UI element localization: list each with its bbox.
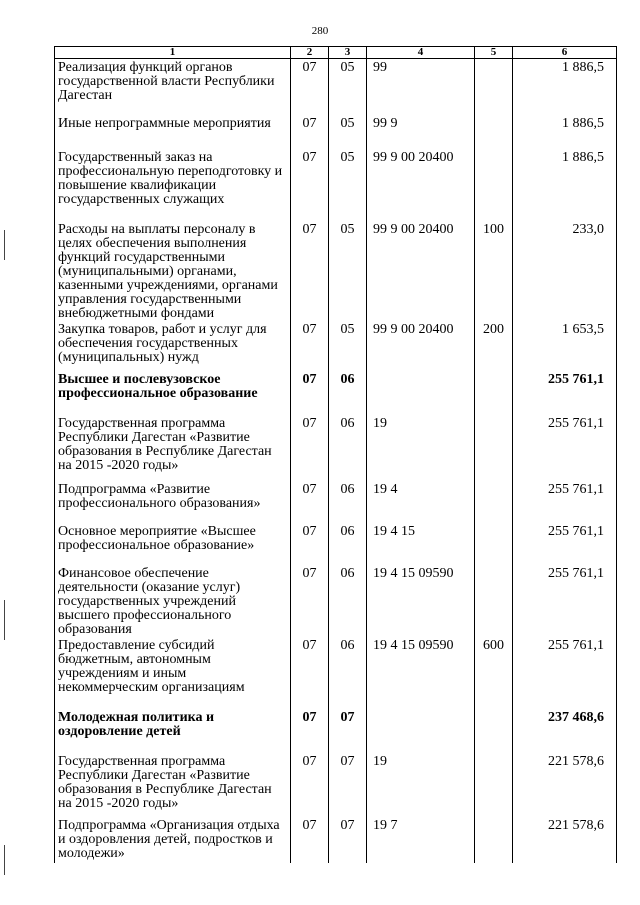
row-expense-type — [475, 565, 513, 637]
row-section: 07 — [291, 565, 329, 637]
table-row — [55, 115, 617, 149]
row-name: Государственный заказ на профессиональную переподготовку и повышение квалификации государственных служащих — [55, 149, 291, 221]
row-target-article: 99 9 00 20400 — [367, 149, 475, 221]
budget-table — [54, 46, 617, 863]
row-name: Молодежная политика и оздоровление детей — [55, 709, 291, 753]
row-subsection: 07 — [329, 817, 367, 863]
table-row — [55, 221, 617, 321]
row-amount: 255 761,1 — [513, 371, 617, 415]
row-expense-type — [475, 415, 513, 481]
row-subsection: 05 — [329, 115, 367, 149]
row-subsection: 05 — [329, 59, 367, 115]
row-expense-type — [475, 371, 513, 415]
row-section: 07 — [291, 817, 329, 863]
row-name: Основное мероприятие «Высшее профессиональное образование» — [55, 523, 291, 565]
row-section: 07 — [291, 221, 329, 321]
row-name: Подпрограмма «Организация отдыха и оздоровления детей, подростков и молодежи» — [55, 817, 291, 863]
row-expense-type — [475, 481, 513, 523]
row-subsection: 06 — [329, 523, 367, 565]
header-col-4: 4 — [367, 47, 475, 59]
table-row — [55, 709, 617, 753]
row-expense-type — [475, 709, 513, 753]
row-section: 07 — [291, 115, 329, 149]
row-expense-type — [475, 149, 513, 221]
table-row — [55, 637, 617, 709]
table-row — [55, 371, 617, 415]
row-target-article: 19 4 15 — [367, 523, 475, 565]
header-col-5: 5 — [475, 47, 513, 59]
header-col-3: 3 — [329, 47, 367, 59]
row-amount: 255 761,1 — [513, 637, 617, 709]
table-row — [55, 59, 617, 115]
row-section: 07 — [291, 149, 329, 221]
row-expense-type: 600 — [475, 637, 513, 709]
header-col-2: 2 — [291, 47, 329, 59]
header-col-1: 1 — [55, 47, 291, 59]
table-row — [55, 481, 617, 523]
row-amount: 221 578,6 — [513, 753, 617, 817]
row-name: Иные непрограммные мероприятия — [55, 115, 291, 149]
row-name: Государственная программа Республики Дагестан «Развитие образования в Республике Дагестан на 2015 -2020 годы» — [55, 753, 291, 817]
row-name: Предоставление субсидий бюджетным, автономным учреждениям и иным некоммерческим организациям — [55, 637, 291, 709]
row-name: Финансовое обеспечение деятельности (оказание услуг) государственных учреждений высшего профессионального образования — [55, 565, 291, 637]
row-subsection: 06 — [329, 415, 367, 481]
table-row — [55, 415, 617, 481]
row-section: 07 — [291, 321, 329, 371]
row-amount: 221 578,6 — [513, 817, 617, 863]
margin-mark — [4, 600, 5, 640]
row-section: 07 — [291, 59, 329, 115]
row-subsection: 06 — [329, 637, 367, 709]
margin-mark — [4, 845, 5, 875]
table-body — [55, 59, 617, 863]
row-target-article: 19 7 — [367, 817, 475, 863]
row-subsection: 05 — [329, 321, 367, 371]
row-section: 07 — [291, 523, 329, 565]
row-amount: 237 468,6 — [513, 709, 617, 753]
row-section: 07 — [291, 415, 329, 481]
row-amount: 1 886,5 — [513, 149, 617, 221]
row-target-article: 99 — [367, 59, 475, 115]
table-row — [55, 523, 617, 565]
row-name: Закупка товаров, работ и услуг для обеспечения государственных (муниципальных) нужд — [55, 321, 291, 371]
row-target-article — [367, 371, 475, 415]
row-target-article: 99 9 00 20400 — [367, 321, 475, 371]
table-row — [55, 753, 617, 817]
table-row — [55, 321, 617, 371]
row-section: 07 — [291, 481, 329, 523]
table-row — [55, 817, 617, 863]
row-subsection: 06 — [329, 481, 367, 523]
row-amount: 255 761,1 — [513, 481, 617, 523]
row-expense-type: 100 — [475, 221, 513, 321]
row-amount: 233,0 — [513, 221, 617, 321]
row-name: Расходы на выплаты персоналу в целях обеспечения выполнения функций государственными (муниципальными) органами, казенными учреждениями, органами управления государственными внебюджетными фондами — [55, 221, 291, 321]
row-expense-type — [475, 753, 513, 817]
row-section: 07 — [291, 371, 329, 415]
row-expense-type — [475, 115, 513, 149]
row-amount: 1 886,5 — [513, 115, 617, 149]
row-name: Реализация функций органов государственной власти Республики Дагестан — [55, 59, 291, 115]
row-amount: 255 761,1 — [513, 415, 617, 481]
row-name: Высшее и послевузовское профессиональное образование — [55, 371, 291, 415]
table-row — [55, 565, 617, 637]
table-row — [55, 149, 617, 221]
header-col-6: 6 — [513, 47, 617, 59]
row-name: Государственная программа Республики Дагестан «Развитие образования в Республике Дагестан на 2015 -2020 годы» — [55, 415, 291, 481]
row-amount: 255 761,1 — [513, 565, 617, 637]
page-number: 280 — [311, 25, 329, 37]
row-subsection: 07 — [329, 709, 367, 753]
row-target-article — [367, 709, 475, 753]
row-subsection: 07 — [329, 753, 367, 817]
row-target-article: 19 4 15 09590 — [367, 637, 475, 709]
row-section: 07 — [291, 709, 329, 753]
row-target-article: 19 — [367, 753, 475, 817]
margin-mark — [4, 230, 5, 260]
row-target-article: 99 9 — [367, 115, 475, 149]
row-amount: 1 886,5 — [513, 59, 617, 115]
row-target-article: 99 9 00 20400 — [367, 221, 475, 321]
row-target-article: 19 — [367, 415, 475, 481]
row-section: 07 — [291, 637, 329, 709]
row-expense-type — [475, 523, 513, 565]
row-amount: 255 761,1 — [513, 523, 617, 565]
table-header-row — [55, 47, 617, 59]
row-target-article: 19 4 — [367, 481, 475, 523]
row-subsection: 06 — [329, 371, 367, 415]
row-subsection: 05 — [329, 149, 367, 221]
row-subsection: 05 — [329, 221, 367, 321]
row-section: 07 — [291, 753, 329, 817]
row-target-article: 19 4 15 09590 — [367, 565, 475, 637]
row-expense-type — [475, 59, 513, 115]
row-expense-type — [475, 817, 513, 863]
row-amount: 1 653,5 — [513, 321, 617, 371]
row-name: Подпрограмма «Развитие профессионального образования» — [55, 481, 291, 523]
row-expense-type: 200 — [475, 321, 513, 371]
row-subsection: 06 — [329, 565, 367, 637]
